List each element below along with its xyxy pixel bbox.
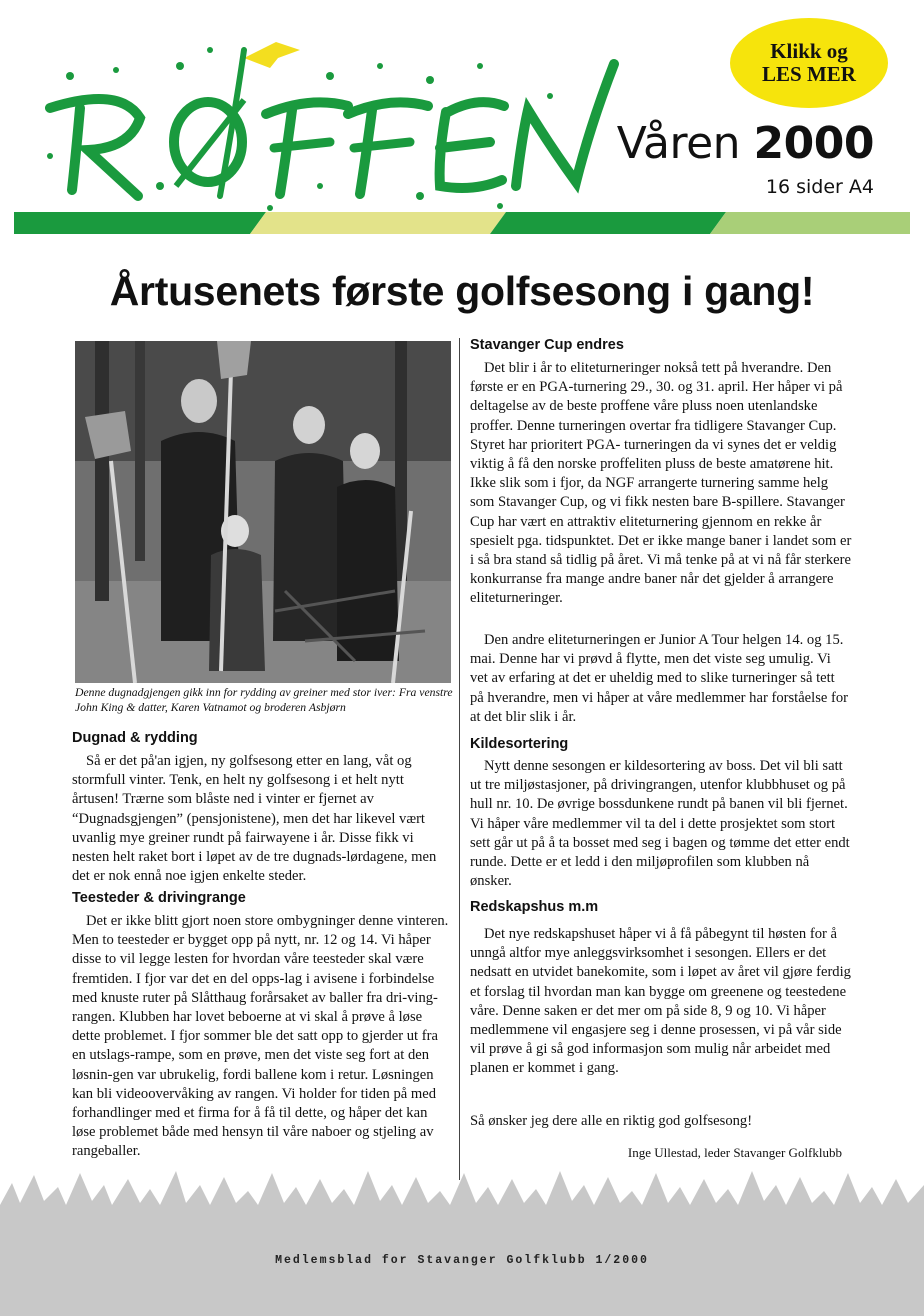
paragraph-teesteder: Det er ikke blitt gjort noen store ombygninger denne vinteren. Men to teesteder er bygget opp på nytt, nr. 12 og 14. Vi håper disse to vil legge lesten for hvordan våre teesteder skal være fremtiden. I fjor var det en del opps-lag i avisene i forbindelse med knuste ruter på Slåtthaug forårsaket av baller fra dri-ving-rangen. Klubben har lovet beboerne at vi skal å prøve å løse dette problemet. I fjor sommer ble det satt opp to gjerder ut fra en utslags-rampe, som en prøve, men det viste seg fort at den løsnin-gen var ubrukelig, fordi ballene kom i retur. Løsningen kan bli videoovervåking av rangen. Vi holder for tiden på med forhandlinger med et firma for å få til dette, og håper det kan løse problemet både med hensyn til våre naboer og stjeling av rangeballer. (72, 913, 449, 1160)
issue-pages: 16 sider A4 (765, 176, 874, 198)
heading-teesteder: Teesteder & drivingrange (72, 890, 246, 906)
heading-redskapshus: Redskapshus m.m (470, 899, 599, 915)
heading-kildesortering: Kildesortering (470, 736, 569, 752)
issue-title (617, 118, 874, 169)
issue-season: Våren (616, 118, 741, 169)
paragraph-junior-tour: Den andre eliteturneringen er Junior A Tour helgen 14. og 15. mai. Denne har vi prøvd å flytte, men det viste seg umulig. Vi vet av erfaring at det er uheldig med to slike turneringer så tett på hverandre, men vi håper at våre medlemmer har forståelse for at det blir slik i år. (470, 632, 849, 725)
read-more-badge[interactable] (730, 18, 888, 108)
badge-line-2: LES MER (762, 62, 856, 86)
color-stripe (14, 212, 910, 234)
footer-text: Medlemsblad for Stavanger Golfklubb 1/2000 (275, 1254, 649, 1267)
paragraph-dugnad: Så er det på'an igjen, ny golfsesong etter en lang, våt og stormfull vinter. Tenk, en helt ny golfsesong i et helt nytt årtusen! Trærne som blåste ned i vinter er fjernet av “Dugnadsgjengen” (pensjonistene), men det har likevel vært uvanlig mye greiner rundt på fairwayene i år. Disse fikk vi nesten helt raket bort i løpet av de tre dugnads-lørdagene, men det er nok ennå noe igjen enkelte steder. (72, 753, 437, 885)
roffen-logo (30, 36, 630, 216)
heading-stavanger-cup: Stavanger Cup endres (470, 337, 624, 353)
badge-line-1: Klikk og (770, 39, 848, 63)
paragraph-redskapshus: Det nye redskapshuset håper vi å få påbegynt til høsten for å unngå altfor mye anleggsvirksomhet i sesongen. Ellers er det nedsatt en utvidet banekomite, som i løpet av året vil gjøre ferdig et forslag til hvordan man kan bygge om greenene og teestedene våre. Denne saken er det mer om på side 8, 9 og 10. Vi håper medlemmene vil engasjere seg i denne prosessen, vi på vår side vil prøve å gi så god informasjon som mulig når arbeidet med planen er kommet i gang. (470, 926, 851, 1077)
photo-caption: Denne dugnadgjengen gikk inn for rydding av greiner med stor iver: Fra venstre John King & datter, Karen Vatnamot og broderen Asbjørn (75, 686, 453, 714)
volunteers-photo (75, 341, 451, 683)
heading-dugnad: Dugnad & rydding (72, 730, 198, 746)
paragraph-stavanger-cup: Det blir i år to eliteturneringer nokså tett på hverandre. Den første er en PGA-turnering 29., 30. og 31. april. Her håper vi på deltagelse av de beste proffene våre pluss noen utenlandske proffer. Denne turneringen overtar fra tidligere Stavanger Cup. Styret har prioritert PGA- turneringen da vi synes det er veldig viktig å få den norske proffeliten pluss de beste amatørene hit. Ikke slik som i fjor, da NGF arrangerte turnering samme helg som Stavanger Cup, og vi fikk nesten bare B-spillere. Stavanger Cup har vært en attraktiv eliteturnering gjennom en rekke år spesielt pga. tidspunktet. Det er ikke mange baner i landet som er i så bra stand så tidlig på året. Vi må tenke på at vi nå får sterkere konkurranse fra mange andre baner når det gjelder å arrangere eliteturneringer. (470, 360, 852, 607)
issue-year: 2000 (753, 118, 874, 169)
closing-line: Så ønsker jeg dere alle en riktig god golfsesong! (470, 1113, 753, 1129)
signature: Inge Ullestad, leder Stavanger Golfklubb (627, 1145, 842, 1160)
headline: Årtusenets første golfsesong i gang! (109, 268, 815, 314)
column-divider (459, 338, 460, 1180)
grass-footer (0, 1165, 924, 1316)
paragraph-kildesortering: Nytt denne sesongen er kildesortering av boss. Det vil bli satt ut tre miljøstasjoner, på drivingrangen, utenfor klubbhuset og på hull nr. 10. De øvrige bossdunkene rundt på banen vil bli fjernet. Vi håper våre medlemmer vil ta del i dette prosjektet som stort sett går ut på å ta bosset med seg i bagen og tømme det etter endt runde. Dette er et ledd i den miljøprofilen som klubben nå ønsker. (470, 758, 850, 890)
